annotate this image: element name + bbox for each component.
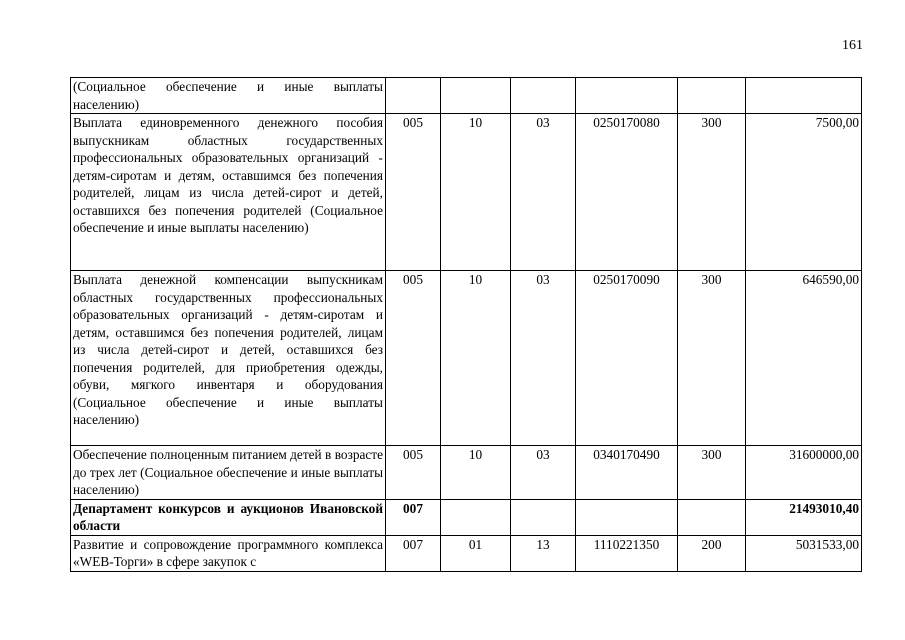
amount: 31600000,00 xyxy=(746,446,862,500)
amount: 5031533,00 xyxy=(746,535,862,571)
expense-name: Выплата единовременного денежного пособия выпускникам областных государственных профессиональных образовательных организаций - детям-сиротам и детям, оставшимся без попечения родителей, лицам из числа детей-сирот и детей, оставшихся без попечения родителей (Социальное обеспечение и иные выплаты населению) xyxy=(71,114,386,271)
target-article-code xyxy=(576,499,678,535)
target-article-code: 0250170090 xyxy=(576,271,678,446)
subsection-code xyxy=(511,78,576,114)
section-code: 10 xyxy=(441,114,511,271)
expense-type-code: 300 xyxy=(678,114,746,271)
amount: 7500,00 xyxy=(746,114,862,271)
target-article-code: 1110221350 xyxy=(576,535,678,571)
subsection-code: 13 xyxy=(511,535,576,571)
page-number: 161 xyxy=(842,38,863,53)
table-row xyxy=(71,114,862,271)
table-row xyxy=(71,446,862,500)
section-code xyxy=(441,78,511,114)
expense-type-code: 300 xyxy=(678,446,746,500)
table-row xyxy=(71,271,862,446)
ministry-code xyxy=(386,78,441,114)
expense-name: Развитие и сопровождение программного комплекса «WEB-Торги» в сфере закупок с xyxy=(71,535,386,571)
budget-table xyxy=(70,77,862,572)
table-row xyxy=(71,499,862,535)
expense-type-code xyxy=(678,78,746,114)
expense-name: (Социальное обеспечение и иные выплаты населению) xyxy=(71,78,386,114)
department-name: Департамент конкурсов и аукционов Ивановской области xyxy=(71,499,386,535)
table-row xyxy=(71,78,862,114)
target-article-code: 0340170490 xyxy=(576,446,678,500)
ministry-code: 007 xyxy=(386,499,441,535)
expense-name: Выплата денежной компенсации выпускникам областных государственных профессиональных образовательных организаций - детям-сиротам и детям, оставшимся без попечения родителей, лицам из числа детей-сирот и детей, оставшихся без попечения родителей, для приобретения одежды, обуви, мягкого инвентаря и оборудования (Социальное обеспечение и иные выплаты населению) xyxy=(71,271,386,446)
amount: 21493010,40 xyxy=(746,499,862,535)
ministry-code: 007 xyxy=(386,535,441,571)
target-article-code xyxy=(576,78,678,114)
subsection-code: 03 xyxy=(511,114,576,271)
ministry-code: 005 xyxy=(386,446,441,500)
amount xyxy=(746,78,862,114)
ministry-code: 005 xyxy=(386,114,441,271)
target-article-code: 0250170080 xyxy=(576,114,678,271)
expense-type-code: 300 xyxy=(678,271,746,446)
section-code: 10 xyxy=(441,446,511,500)
table-row xyxy=(71,535,862,571)
subsection-code xyxy=(511,499,576,535)
subsection-code: 03 xyxy=(511,271,576,446)
section-code: 10 xyxy=(441,271,511,446)
amount: 646590,00 xyxy=(746,271,862,446)
section-code xyxy=(441,499,511,535)
subsection-code: 03 xyxy=(511,446,576,500)
expense-name: Обеспечение полноценным питанием детей в возрасте до трех лет (Социальное обеспечение и иные выплаты населению) xyxy=(71,446,386,500)
expense-type-code xyxy=(678,499,746,535)
ministry-code: 005 xyxy=(386,271,441,446)
section-code: 01 xyxy=(441,535,511,571)
expense-type-code: 200 xyxy=(678,535,746,571)
